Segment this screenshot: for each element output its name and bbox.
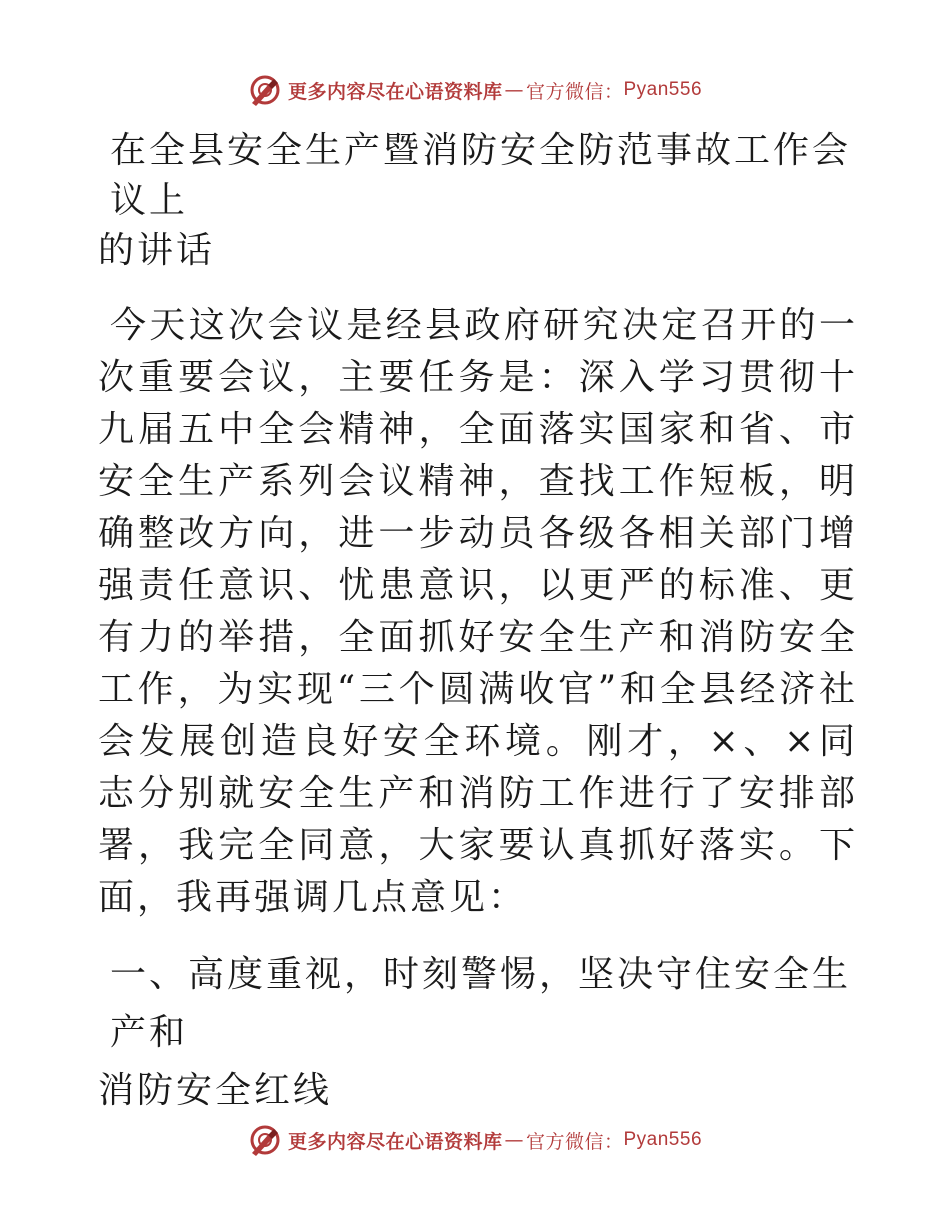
footer-watermark-banner <box>0 1120 950 1160</box>
title-line-2: 的讲话 <box>98 230 216 271</box>
heading-line-1: 一、高度重视，时刻警惕，坚决守住安全生产和 <box>110 954 852 1053</box>
banner-separator: — <box>504 1129 524 1151</box>
heading-line-2: 消防安全红线 <box>98 1070 333 1111</box>
banner-brand: 更多内容尽在心语资料库 <box>287 1130 503 1153</box>
pen-logo-icon <box>248 73 282 107</box>
intro-paragraph <box>98 300 858 924</box>
banner-wechat-id: Pyan556 <box>623 1129 703 1150</box>
document-body <box>98 126 858 1120</box>
banner-wechat-id: Pyan556 <box>623 79 703 100</box>
paragraph-text: 今天这次会议是经县政府研究决定召开的一次重要会议，主要任务是：深入学习贯彻十九届五中全会精神，全面落实国家和省、市安全生产系列会议精神，查找工作短板，明确整改方向，进一步动员各级各相关部门增强责任意识、忧患意识，以更严的标准、更有力的举措，全面抓好安全生产和消防安全工作，为实现“三个圆满收官”和全县经济社会发展创造良好安全环境。刚才，×、×同志分别就安全生产和消防工作进行了安排部署，我完全同意，大家要认真抓好落实。下面，我再强调几点意见： <box>98 305 858 918</box>
banner-wechat-label: 官方微信： <box>525 1130 624 1153</box>
header-watermark-banner <box>0 70 950 110</box>
pen-logo-icon <box>248 1123 282 1157</box>
title-line-1: 在全县安全生产暨消防安全防范事故工作会议上 <box>110 130 852 221</box>
document-title <box>98 126 858 276</box>
section-heading-1 <box>98 946 858 1120</box>
banner-separator: — <box>504 79 524 101</box>
banner-brand: 更多内容尽在心语资料库 <box>287 80 503 103</box>
banner-wechat-label: 官方微信： <box>525 80 624 103</box>
